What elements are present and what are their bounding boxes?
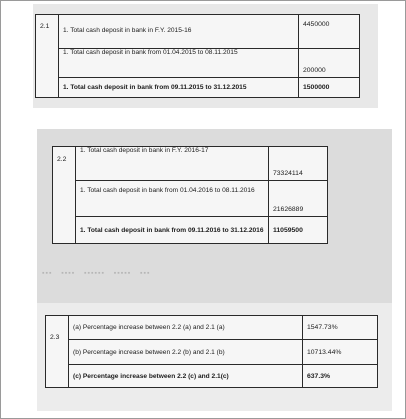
- row-label: 1. Total cash deposit in bank from 09.11.2015 to 31.12.2015: [59, 78, 299, 98]
- table-row: [36, 49, 360, 78]
- row-value: 1500000: [299, 78, 360, 98]
- table-row: [36, 15, 360, 49]
- row-label: 1. Total cash deposit in bank from 01.04.2015 to 08.11.2015: [59, 49, 299, 78]
- table-row: [53, 217, 328, 244]
- table-row: [46, 340, 378, 365]
- table-row: [53, 181, 328, 217]
- table-row: [46, 365, 378, 388]
- row-label: 1. Total cash deposit in bank in F.Y. 2016-17: [76, 147, 269, 181]
- section-number: 2.3: [46, 316, 69, 388]
- row-value: 10713.44%: [303, 340, 378, 365]
- row-value: 1547.73%: [303, 316, 378, 340]
- row-label: (b) Percentage increase between 2.2 (b) and 2.1 (b): [69, 340, 303, 365]
- row-label: (a) Percentage increase between 2.2 (a) and 2.1 (a): [69, 316, 303, 340]
- row-value: 21626889: [269, 181, 328, 217]
- row-value: 637.3%: [303, 365, 378, 388]
- row-label: (c) Percentage increase between 2.2 (c) and 2.1(c): [69, 365, 303, 388]
- section-number: 2.1: [36, 15, 59, 98]
- row-value: 73324114: [269, 147, 328, 181]
- row-label: 1. Total cash deposit in bank from 01.04.2016 to 08.11.2016: [76, 181, 269, 217]
- section-number: 2.2: [53, 147, 76, 244]
- table-section-2-3: [45, 315, 378, 388]
- table-section-2-2: [52, 146, 328, 244]
- row-value: 11059500: [269, 217, 328, 244]
- table-row: [46, 316, 378, 340]
- bleed-through-text: ▪▪▪ ▪▪▪▪ ▪▪▪▪▪▪ ▪▪▪▪▪ ▪▪▪: [42, 270, 151, 277]
- table-row: [36, 78, 360, 98]
- table-row: [53, 147, 328, 181]
- table-section-2-1: [35, 14, 360, 98]
- row-value: 4450000: [299, 15, 360, 49]
- row-label: 1. Total cash deposit in bank in F.Y. 2015-16: [59, 15, 299, 49]
- row-label: 1. Total cash deposit in bank from 09.11.2016 to 31.12.2016: [76, 217, 269, 244]
- row-value: 200000: [299, 49, 360, 78]
